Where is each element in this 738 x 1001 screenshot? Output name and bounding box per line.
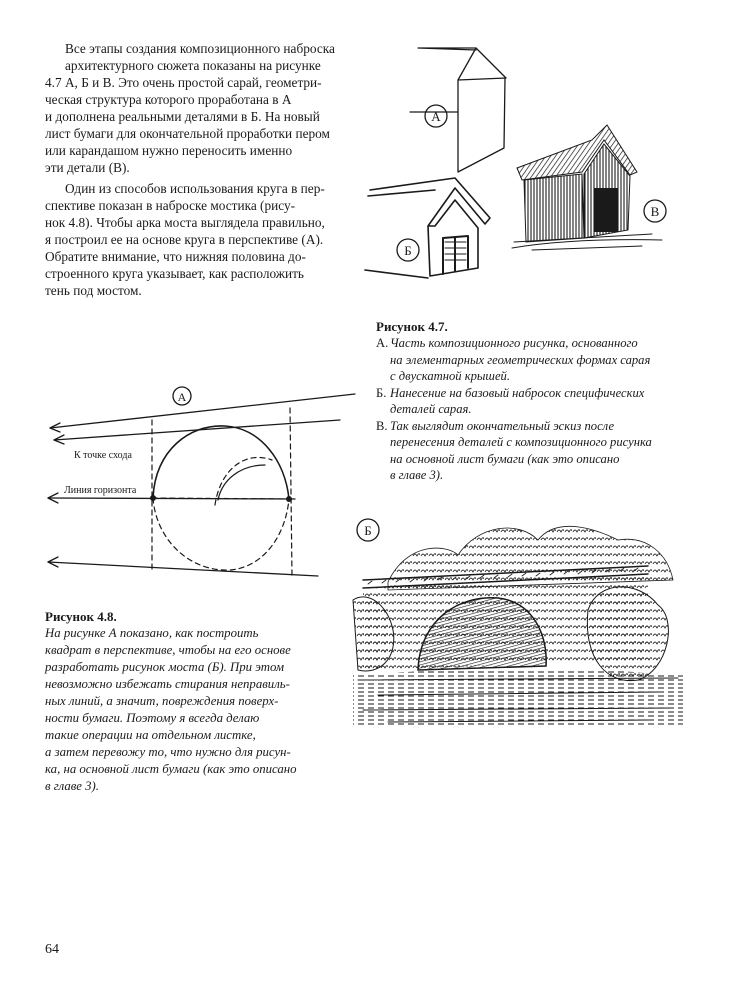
caption-line: Так выглядит окончательный эскиз после [390,418,615,433]
text-line: лист бумаги для окончательной проработки пером [45,126,330,141]
caption-line: ных линий, а значит, повреждения поверх- [45,694,279,708]
caption-line: с двускатной крышей. [390,369,510,383]
caption-line: на основной лист бумаги (как это описано [390,451,620,466]
caption-line: Нанесение на базовый набросок специфических [390,385,645,400]
figure-4-8-title: Рисунок 4.8. [45,609,117,624]
text-line: строенного круга указывает, как расположить [45,266,304,281]
figure-label-a: А [431,109,441,124]
paragraph-1 [45,40,365,176]
figure-4-7-items [376,335,716,484]
caption-item-mark: Б. [376,385,387,400]
caption-line: На рисунке А показано, как построить [45,626,259,640]
figure-4-8-text [45,625,355,795]
caption-line: а затем перевожу то, что нужно для рисун- [45,745,291,759]
caption-line: ка, на основной лист бумаги (как это описано [45,762,297,776]
figure-4-8-a-perspective-diagram [40,380,360,590]
figure-4-7-caption [376,318,716,484]
caption-line: перенесения деталей с композиционного рисунка [390,435,652,449]
caption-line: в главе 3). [45,779,100,793]
caption-line: на элементарных геометрических формах сарая [390,352,651,367]
text-line: я построил ее на основе круга в перспективе (А). [45,232,324,247]
figure-4-7-b-barn-details [360,170,500,285]
caption-item [376,335,716,385]
caption-item [376,385,716,418]
text-line: спективе показан в наброске мостика (рису- [45,198,296,213]
caption-item [376,418,716,484]
caption-line: квадрат в перспективе, чтобы на его основе [45,643,291,657]
text-line: 4.7 А, Б и В. Это очень простой сарай, геометри- [45,75,322,90]
text-line: нок 4.8). Чтобы арка моста выглядела правильно, [45,215,325,230]
figure-4-8-b-bridge-sketch [348,510,693,735]
text-line: тень под мостом. [45,283,142,298]
figure-4-7-title: Рисунок 4.7. [376,319,448,334]
figure-label-v: В [650,204,660,219]
paragraph-2 [45,180,365,299]
caption-line: такие операции на отдельном листке, [45,728,256,742]
text-line: ческая структура которого проработана в А [45,92,292,107]
text-line: эти детали (В). [45,160,130,175]
figure-4-7-a-barn-geometry [408,40,508,180]
horizon-label: Линия горизонта [64,485,137,496]
caption-item-mark: В. [376,418,388,433]
caption-line: ности бумаги. Поэтому я всегда делаю [45,711,260,725]
text-line: Все этапы создания композиционного наброска [65,41,335,56]
text-line: или карандашом нужно переносить именно [45,143,293,158]
caption-line: деталей сарая. [390,402,472,416]
diagram-label-a: А [177,390,187,404]
figure-label-b: Б [404,243,412,258]
caption-line: в главе 3). [390,468,444,482]
figure-4-8-caption [45,608,355,795]
caption-line: разработать рисунок моста (Б). При этом [45,660,285,674]
text-line: Один из способов использования круга в пер- [65,181,325,196]
bridge-label-b: Б [364,523,372,538]
text-line: и дополнена реальными деталями в Б. На новый [45,109,320,124]
figure-4-7-v-barn-sketch [512,120,687,255]
caption-item-mark: А. [376,336,389,350]
text-line: Обратите внимание, что нижняя половина до- [45,249,306,264]
vanishing-point-label: К точке схода [74,450,132,461]
page-number: 64 [45,942,59,957]
caption-line: невозможно избежать стирания неправиль- [45,677,290,691]
caption-line: Часть композиционного рисунка, основанного [390,336,638,350]
text-line: архитектурного сюжета показаны на рисунке [65,58,321,73]
body-text [45,40,365,299]
